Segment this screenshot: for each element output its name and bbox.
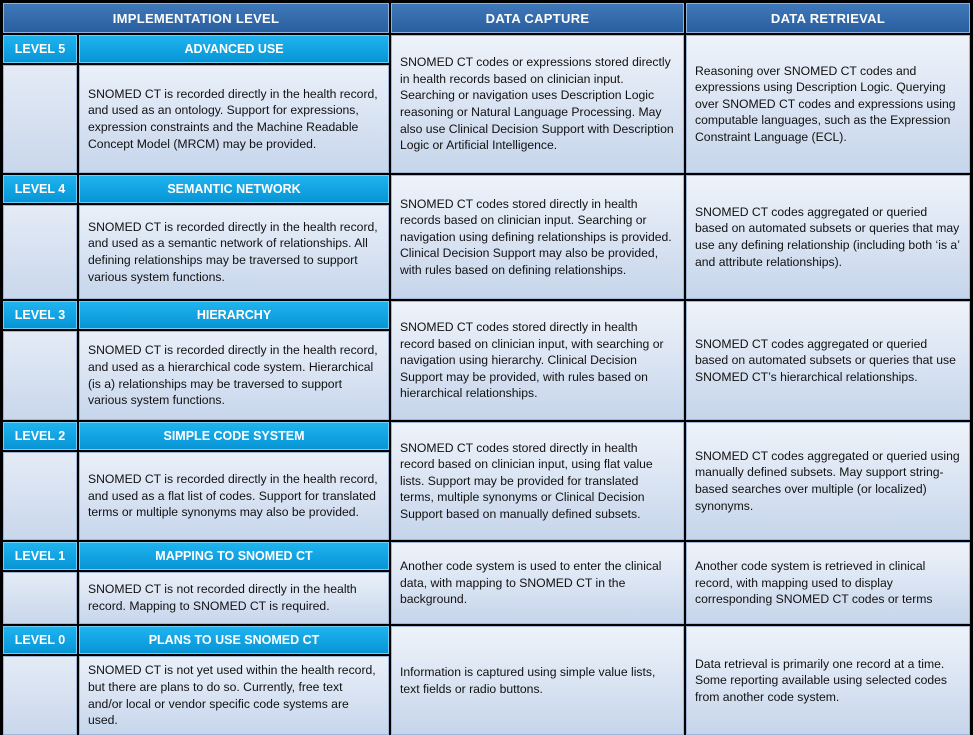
level-2-capture — [391, 422, 684, 540]
level-0-description-text: SNOMED CT is not yet used within the health record, but there are plans to do so. Currently, free text and/or local or vendor specific code systems are used. — [88, 663, 376, 728]
level-5-title: ADVANCED USE — [79, 35, 389, 63]
level-3-retrieval-text: SNOMED CT codes aggregated or queried based on automated subsets or queries that use SNOMED CT’s hierarchical relationships. — [695, 336, 956, 384]
level-5-spacer — [3, 65, 77, 173]
level-5-retrieval — [686, 35, 970, 173]
level-5-cell — [3, 35, 389, 173]
level-4-retrieval-text: SNOMED CT codes aggregated or queried based on automated subsets or queries that may use any defining relationship (including both ‘is a’ and attribute relationships). — [695, 204, 960, 269]
level-3-cell — [3, 301, 389, 420]
level-1-cell — [3, 542, 389, 624]
level-0-capture — [391, 626, 684, 735]
level-1-tag: LEVEL 1 — [3, 542, 77, 570]
header-data-capture: DATA CAPTURE — [391, 3, 684, 33]
header-implementation-level: IMPLEMENTATION LEVEL — [3, 3, 389, 33]
level-3-title: HIERARCHY — [79, 301, 389, 329]
level-0-spacer — [3, 656, 77, 735]
level-4-tag: LEVEL 4 — [3, 175, 77, 203]
level-0-cell — [3, 626, 389, 735]
level-4-capture-text: SNOMED CT codes stored directly in health records based on clinician input. Searching or navigation using defining relationships is provided. Clinical Decision Support may also be provided, with rules based on defining relationships. — [400, 196, 672, 277]
level-2-capture-text: SNOMED CT codes stored directly in health record based on clinician input, using flat value lists. Support may be provided for translated terms, multiple synonyms or Clinical Decision Support based on manually defined subsets. — [400, 440, 653, 521]
level-5-description — [79, 65, 389, 173]
level-2-spacer — [3, 452, 77, 540]
level-3-tag: LEVEL 3 — [3, 301, 77, 329]
level-5-tag: LEVEL 5 — [3, 35, 77, 63]
level-2-tag: LEVEL 2 — [3, 422, 77, 450]
level-2-retrieval-text: SNOMED CT codes aggregated or queried using manually defined subsets. May support string-based searches over multiple (or localized) synonyms. — [695, 448, 960, 513]
header-data-retrieval: DATA RETRIEVAL — [686, 3, 970, 33]
level-3-retrieval — [686, 301, 970, 420]
level-3-spacer — [3, 331, 77, 420]
level-3-description-text: SNOMED CT is recorded directly in the health record, and used as a hierarchical code system. Hierarchical (is a) relationships may be traversed to support various system functions. — [88, 343, 378, 408]
level-2-cell — [3, 422, 389, 540]
level-2-retrieval — [686, 422, 970, 540]
level-0-retrieval — [686, 626, 970, 735]
level-0-capture-text: Information is captured using simple value lists, text fields or radio buttons. — [400, 664, 656, 696]
level-2-description-text: SNOMED CT is recorded directly in the health record, and used as a flat list of codes. Support for translated terms or multiple synonyms may also be provided. — [88, 472, 378, 520]
level-4-cell — [3, 175, 389, 299]
level-0-description — [79, 656, 389, 735]
level-0-tag: LEVEL 0 — [3, 626, 77, 654]
level-0-title: PLANS TO USE SNOMED CT — [79, 626, 389, 654]
level-4-title: SEMANTIC NETWORK — [79, 175, 389, 203]
level-5-description-text: SNOMED CT is recorded directly in the health record, and used as an ontology. Support for expressions, expression constraints and the Machine Readable Concept Model (MRCM) may be provided. — [88, 86, 378, 151]
level-5-capture — [391, 35, 684, 173]
level-1-spacer — [3, 572, 77, 624]
level-3-capture — [391, 301, 684, 420]
level-5-capture-text: SNOMED CT codes or expressions stored directly in health records based on clinician input. Searching or navigation uses Description Logic reasoning or Natural Language Processing. May also use Clinical Decision Support with Description Logic or Artificial Intelligence. — [400, 55, 674, 153]
level-2-title: SIMPLE CODE SYSTEM — [79, 422, 389, 450]
level-0-retrieval-text: Data retrieval is primarily one record at a time. Some reporting available using selected codes from another code system. — [695, 656, 948, 704]
level-5-retrieval-text: Reasoning over SNOMED CT codes and expressions using Description Logic. Querying over SNOMED CT codes and expressions using computable languages, such as the Expression Constraint Language (ECL). — [695, 63, 956, 144]
implementation-levels-table — [3, 3, 968, 727]
level-1-capture-text: Another code system is used to enter the clinical data, with mapping to SNOMED CT in the background. — [400, 559, 662, 607]
level-4-capture — [391, 175, 684, 299]
level-4-description — [79, 205, 389, 299]
level-1-title: MAPPING TO SNOMED CT — [79, 542, 389, 570]
level-3-description — [79, 331, 389, 420]
level-1-retrieval — [686, 542, 970, 624]
level-4-retrieval — [686, 175, 970, 299]
level-4-spacer — [3, 205, 77, 299]
level-3-capture-text: SNOMED CT codes stored directly in health record based on clinician input, with searching or navigation using hierarchy. Clinical Decision Support may be provided, with rules based on hierarchical relationships. — [400, 320, 664, 401]
level-1-retrieval-text: Another code system is retrieved in clinical record, with mapping used to display corresponding SNOMED CT codes or terms — [695, 559, 933, 607]
level-1-description-text: SNOMED CT is not recorded directly in the health record. Mapping to SNOMED CT is required. — [88, 582, 357, 613]
level-4-description-text: SNOMED CT is recorded directly in the health record, and used as a semantic network of relationships. All defining relationships may be traversed to support various system functions. — [88, 219, 378, 284]
level-1-capture — [391, 542, 684, 624]
level-2-description — [79, 452, 389, 540]
level-1-description — [79, 572, 389, 624]
